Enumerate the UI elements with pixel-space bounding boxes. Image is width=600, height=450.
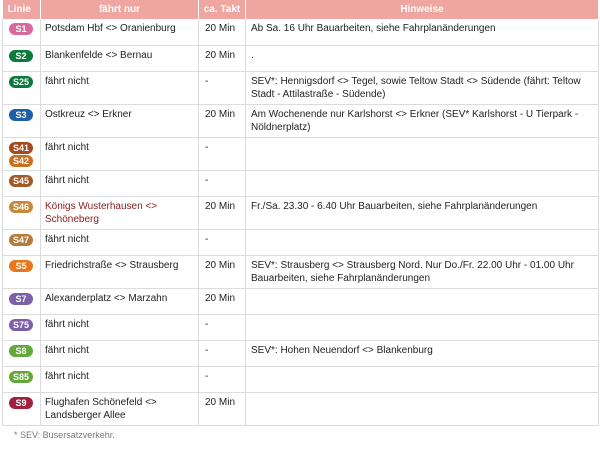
line-badge: S7 <box>9 293 33 305</box>
takt-cell: 20 Min <box>199 255 246 288</box>
line-badge: S47 <box>9 234 33 246</box>
route-cell: fährt nicht <box>41 137 199 170</box>
line-badge: S41 <box>9 142 33 154</box>
table-header-row <box>3 0 599 19</box>
table-row <box>3 366 599 392</box>
table-body <box>3 19 599 425</box>
takt-cell: 20 Min <box>199 392 246 425</box>
header-line: Linie <box>3 0 41 19</box>
takt-cell: - <box>199 137 246 170</box>
takt-cell: - <box>199 71 246 104</box>
route-cell: Blankenfelde <> Bernau <box>41 45 199 71</box>
route-cell: Potsdam Hbf <> Oranienburg <box>41 19 199 45</box>
route-cell: fährt nicht <box>41 71 199 104</box>
notes-cell <box>246 314 599 340</box>
notes-cell <box>246 229 599 255</box>
line-cell <box>3 229 41 255</box>
route-cell: fährt nicht <box>41 366 199 392</box>
line-cell <box>3 255 41 288</box>
line-badge: S2 <box>9 50 33 62</box>
header-takt: ca. Takt <box>199 0 246 19</box>
line-cell <box>3 196 41 229</box>
takt-cell: - <box>199 314 246 340</box>
line-cell <box>3 392 41 425</box>
table-row <box>3 288 599 314</box>
notes-cell: Fr./Sa. 23.30 - 6.40 Uhr Bauarbeiten, siehe Fahrplanänderungen <box>246 196 599 229</box>
header-route: fährt nur <box>41 0 199 19</box>
takt-cell: - <box>199 340 246 366</box>
line-table <box>2 0 599 426</box>
line-cell <box>3 104 41 137</box>
table-row <box>3 314 599 340</box>
takt-cell: 20 Min <box>199 45 246 71</box>
takt-cell: 20 Min <box>199 19 246 45</box>
table-row <box>3 71 599 104</box>
line-cell <box>3 19 41 45</box>
line-badge: S85 <box>9 371 33 383</box>
line-badge: S8 <box>9 345 33 357</box>
takt-cell: 20 Min <box>199 196 246 229</box>
takt-cell: 20 Min <box>199 104 246 137</box>
line-badge: S45 <box>9 175 33 187</box>
table-row <box>3 45 599 71</box>
line-badge: S3 <box>9 109 33 121</box>
route-cell: fährt nicht <box>41 340 199 366</box>
notes-cell <box>246 288 599 314</box>
line-cell <box>3 340 41 366</box>
line-badge: S5 <box>9 260 33 272</box>
notes-cell <box>246 392 599 425</box>
route-link[interactable]: Königs Wusterhausen <> Schöneberg <box>45 200 158 225</box>
notes-cell: SEV*: Hohen Neuendorf <> Blankenburg <box>246 340 599 366</box>
route-cell: Ostkreuz <> Erkner <box>41 104 199 137</box>
line-cell <box>3 45 41 71</box>
line-badge: S9 <box>9 397 33 409</box>
table-row <box>3 196 599 229</box>
notes-cell <box>246 137 599 170</box>
line-badge: S75 <box>9 319 33 331</box>
line-badge: S46 <box>9 201 33 213</box>
route-cell: fährt nicht <box>41 170 199 196</box>
table-row <box>3 229 599 255</box>
notes-cell <box>246 366 599 392</box>
line-badge: S25 <box>9 76 33 88</box>
notes-cell: SEV*: Hennigsdorf <> Tegel, sowie Teltow Stadt <> Südende (fährt: Teltow Stadt - Attilastraße - Südende) <box>246 71 599 104</box>
s-bahn-timetable <box>2 0 598 440</box>
line-cell <box>3 170 41 196</box>
line-badge: S42 <box>9 155 33 167</box>
notes-cell <box>246 170 599 196</box>
line-cell <box>3 137 41 170</box>
table-row <box>3 255 599 288</box>
table-row <box>3 104 599 137</box>
line-cell <box>3 71 41 104</box>
route-cell: Friedrichstraße <> Strausberg <box>41 255 199 288</box>
notes-cell: . <box>246 45 599 71</box>
line-cell <box>3 314 41 340</box>
notes-cell: SEV*: Strausberg <> Strausberg Nord. Nur Do./Fr. 22.00 Uhr - 01.00 Uhr Bauarbeiten, siehe Fahrplanänderungen <box>246 255 599 288</box>
route-cell: Flughafen Schönefeld <> Landsberger Allee <box>41 392 199 425</box>
header-notes: Hinweise <box>246 0 599 19</box>
notes-cell: Am Wochenende nur Karlshorst <> Erkner (SEV* Karlshorst - U Tierpark - Nöldnerplatz) <box>246 104 599 137</box>
takt-cell: - <box>199 170 246 196</box>
takt-cell: - <box>199 229 246 255</box>
table-row <box>3 392 599 425</box>
table-row <box>3 170 599 196</box>
notes-cell: Ab Sa. 16 Uhr Bauarbeiten, siehe Fahrplanänderungen <box>246 19 599 45</box>
table-row <box>3 137 599 170</box>
takt-cell: 20 Min <box>199 288 246 314</box>
footnote: * SEV: Busersatzverkehr. <box>14 429 115 440</box>
table-row <box>3 19 599 45</box>
route-cell <box>41 196 199 229</box>
takt-cell: - <box>199 366 246 392</box>
table-row <box>3 340 599 366</box>
line-badge: S1 <box>9 23 33 35</box>
route-cell: fährt nicht <box>41 229 199 255</box>
route-cell: Alexanderplatz <> Marzahn <box>41 288 199 314</box>
line-cell <box>3 288 41 314</box>
line-cell <box>3 366 41 392</box>
route-cell: fährt nicht <box>41 314 199 340</box>
